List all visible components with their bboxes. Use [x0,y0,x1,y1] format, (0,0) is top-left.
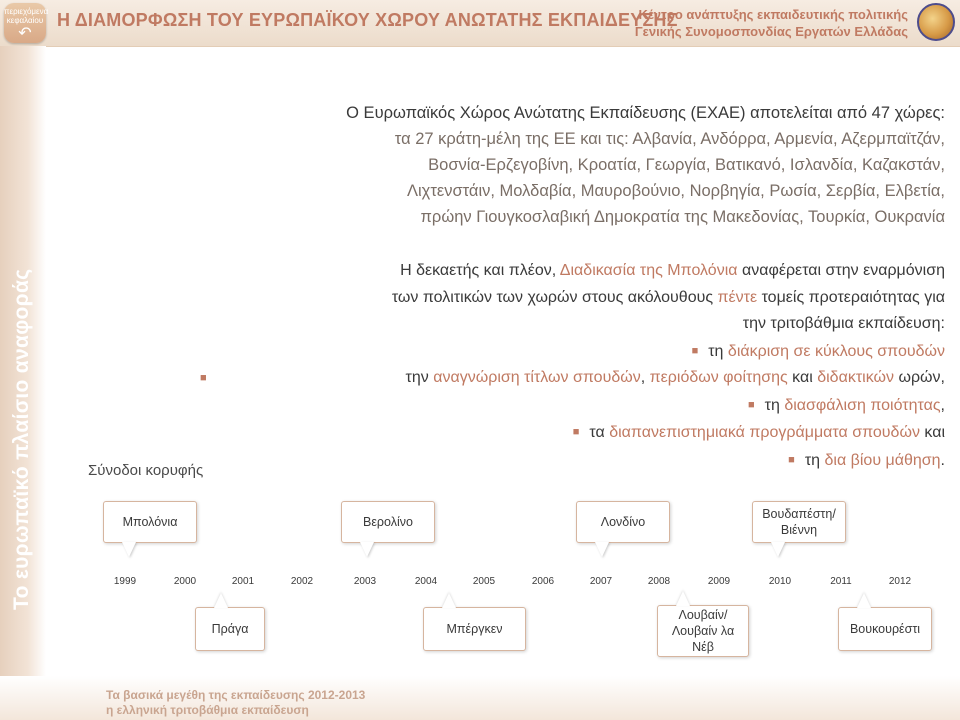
bullet-icon: ■ [788,453,795,466]
side-section-label: Το ευρωπαϊκό πλαίσιο αναφοράς [10,268,33,610]
summits-heading: Σύνοδοι κορυφής [88,462,204,479]
year-label: 2006 [531,576,555,587]
year-label: 2011 [830,576,852,587]
priority-item: ■ την αναγνώριση τίτλων σπουδών, περιόδων φοίτησης και διδακτικών ωρών, [200,365,945,392]
year-label: 2004 [414,576,438,587]
process-line: των πολιτικών των χωρών στους ακόλουθους πέντε τομείς προτεραιότητας για [391,288,945,306]
summit-callout: Βερολίνο [341,501,435,543]
organization-logo-icon [917,3,955,41]
intro-line: Λιχτενστάιν, Μολδαβία, Μαυροβούνιο, Νορβηγία, Ρωσία, Σερβία, Ελβετία, [406,182,945,200]
year-label: 2005 [472,576,496,587]
intro-line: πρώην Γιουγκοσλαβική Δημοκρατία της Μακεδονίας, Τουρκία, Ουκρανία [420,208,945,226]
chapter-contents-button[interactable] [4,3,49,43]
intro-line: Ο Ευρωπαϊκός Χώρος Ανώτατης Εκπαίδευσης (ΕΧΑΕ) αποτελείται από 47 χώρες: [346,104,945,122]
priority-item: ■ τη δια βίου μάθηση. [788,451,945,469]
priority-item: ■ τη διάκριση σε κύκλους σπουδών [691,342,945,360]
year-label: 2008 [647,576,671,587]
summit-callout: Βουδαπέστη/ Βιέννη [752,501,846,543]
summit-callout: Μπέργκεν [423,607,526,651]
year-label: 2002 [290,576,314,587]
year-label: 2001 [231,576,255,587]
priority-item: ■ τα διαπανεπιστημιακά προγράμματα σπουδών και [572,424,945,441]
intro-line: Βοσνία-Ερζεγοβίνη, Κροατία, Γεωργία, Βατικανό, Ισλανδία, Καζακστάν, [428,156,945,174]
process-line: την τριτοβάθμια εκπαίδευση: [742,315,945,332]
summit-callout: Βουκουρέστι [838,607,932,651]
chapter-contents-label: περιεχόμενα κεφαλαίου [4,7,49,25]
process-line: Η δεκαετής και πλέον, Διαδικασία της Μπολόνια αναφέρεται στην εναρμόνιση [400,262,945,279]
year-label: 1999 [113,576,137,587]
year-label: 2003 [353,576,377,587]
year-label: 2007 [589,576,613,587]
organization-name [635,6,908,40]
page-title: Η ΔΙΑΜΟΡΦΩΣΗ ΤΟΥ ΕΥΡΩΠΑΪΚΟΥ ΧΩΡΟΥ ΑΝΩΤΑΤΗΣ ΕΚΠΑΙΔΕΥΣΗΣ [57,10,678,30]
summit-callout: Πράγα [195,607,265,651]
back-arrow-icon: ↶ [18,25,32,42]
year-label: 2010 [768,576,792,587]
footer-publication [106,688,365,718]
priority-item: ■ τη διασφάλιση ποιότητας, [748,396,945,414]
bullet-icon: ■ [748,398,755,411]
summit-callout: Μπολόνια [103,501,197,543]
bullet-icon: ■ [200,372,207,384]
ehea-intro-text [190,100,945,230]
footer-line: η ελληνική τριτοβάθμια εκπαίδευση [106,703,309,717]
year-timeline [88,576,948,592]
footer-line: Τα βασικά μεγέθη της εκπαίδευσης 2012-2013 [106,688,366,702]
bullet-icon: ■ [691,344,699,357]
year-label: 2012 [888,576,912,587]
intro-line: τα 27 κράτη-μέλη της ΕΕ και τις: Αλβανία, Ανδόρρα, Αρμενία, Αζερμπαϊτζάν, [394,130,945,148]
year-label: 2000 [173,576,197,587]
bullet-icon: ■ [572,426,580,438]
bologna-process-text [200,258,945,474]
summit-callout: Λονδίνο [576,501,670,543]
year-label: 2009 [707,576,731,587]
org-line-1: Κέντρο ανάπτυξης εκπαιδευτικής πολιτικής [638,7,908,22]
org-line-2: Γενικής Συνομοσπονδίας Εργατών Ελλάδας [634,24,908,39]
summit-callout: Λουβαίν/ Λουβαίν λα Νέβ [657,605,749,657]
